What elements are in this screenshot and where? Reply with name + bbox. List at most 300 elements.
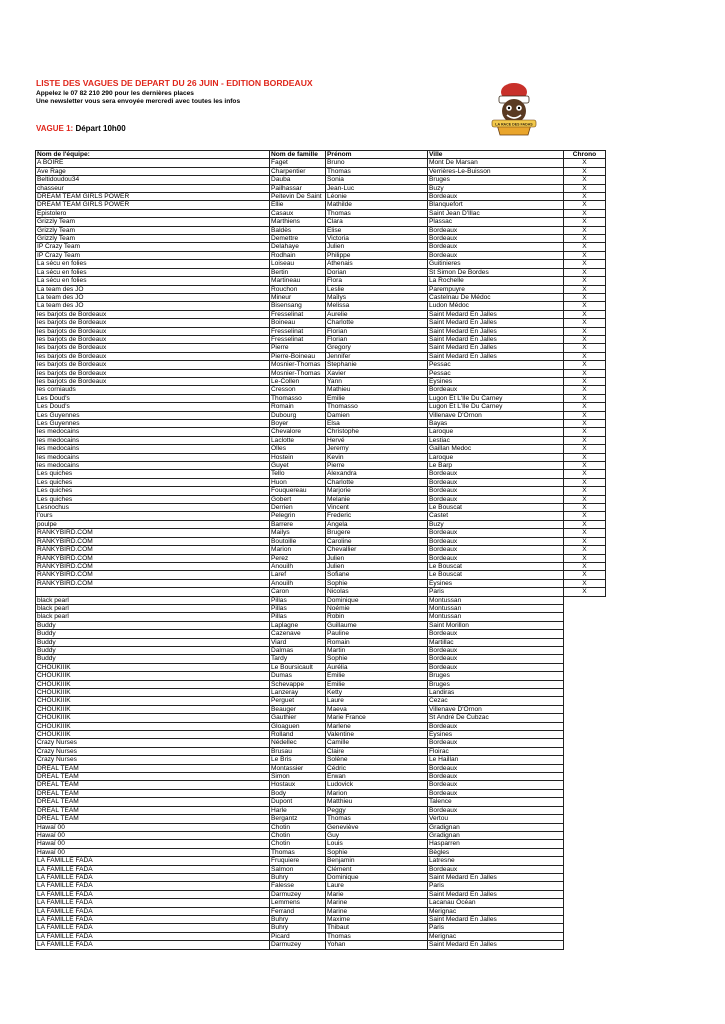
cell-chrono: X bbox=[564, 571, 606, 579]
table-row bbox=[36, 857, 606, 865]
cell-chrono: X bbox=[564, 445, 606, 453]
cell-lastname: Le-Collen bbox=[270, 377, 326, 385]
cell-city: Bruges bbox=[428, 176, 564, 184]
table-row bbox=[36, 520, 606, 528]
table-row bbox=[36, 932, 606, 940]
wave-heading bbox=[36, 124, 126, 133]
cell-city: Latresne bbox=[428, 857, 564, 865]
table-row bbox=[36, 487, 606, 495]
table-row bbox=[36, 806, 606, 814]
cell-city: Laroque bbox=[428, 428, 564, 436]
cell-chrono: X bbox=[564, 260, 606, 268]
cell-chrono: X bbox=[564, 310, 606, 318]
cell-chrono: X bbox=[564, 478, 606, 486]
cell-firstname: Marion bbox=[326, 789, 428, 797]
cell-chrono bbox=[564, 689, 606, 697]
cell-chrono: X bbox=[564, 394, 606, 402]
cell-lastname: Viard bbox=[270, 638, 326, 646]
cell-firstname: Xavier bbox=[326, 369, 428, 377]
cell-chrono bbox=[564, 789, 606, 797]
table-row bbox=[36, 899, 606, 907]
cell-team: les medocains bbox=[36, 436, 270, 444]
cell-firstname: Melissa bbox=[326, 302, 428, 310]
cell-city: Buzy bbox=[428, 184, 564, 192]
cell-city: Saint Medard En Jalles bbox=[428, 890, 564, 898]
table-row bbox=[36, 907, 606, 915]
cell-city: Guitinieres bbox=[428, 260, 564, 268]
table-row bbox=[36, 176, 606, 184]
cell-firstname: Maeva bbox=[326, 705, 428, 713]
cell-chrono: X bbox=[564, 327, 606, 335]
cell-city: Lugon Et L'Ile Du Carney bbox=[428, 394, 564, 402]
table-row bbox=[36, 596, 606, 604]
table-row bbox=[36, 335, 606, 343]
newsletter-notice: Une newsletter vous sera envoyée mercredi avec toutes les infos bbox=[36, 98, 241, 105]
table-row bbox=[36, 327, 606, 335]
cell-chrono bbox=[564, 781, 606, 789]
table-row bbox=[36, 260, 606, 268]
cell-lastname: Laplagne bbox=[270, 621, 326, 629]
table-row bbox=[36, 865, 606, 873]
cell-chrono bbox=[564, 806, 606, 814]
cell-firstname: Damien bbox=[326, 411, 428, 419]
cell-city: Saint Medard En Jalles bbox=[428, 344, 564, 352]
cell-chrono bbox=[564, 773, 606, 781]
cell-chrono bbox=[564, 672, 606, 680]
cell-city: Bordeaux bbox=[428, 739, 564, 747]
cell-team: Crazy Nurses bbox=[36, 747, 270, 755]
cell-firstname: Laure bbox=[326, 882, 428, 890]
cell-lastname: Olles bbox=[270, 445, 326, 453]
table-row bbox=[36, 613, 606, 621]
cell-chrono bbox=[564, 890, 606, 898]
cell-city: Eysines bbox=[428, 377, 564, 385]
cell-firstname: Ludovick bbox=[326, 781, 428, 789]
cell-chrono bbox=[564, 882, 606, 890]
cell-lastname: Hostaux bbox=[270, 781, 326, 789]
table-row bbox=[36, 764, 606, 772]
cell-team: Grizzly Team bbox=[36, 218, 270, 226]
table-row bbox=[36, 546, 606, 554]
cell-chrono bbox=[564, 798, 606, 806]
cell-lastname: Pelegrin bbox=[270, 512, 326, 520]
cell-chrono: X bbox=[564, 235, 606, 243]
cell-team: CHOUKIIIK bbox=[36, 689, 270, 697]
cell-chrono: X bbox=[564, 293, 606, 301]
table-row bbox=[36, 369, 606, 377]
cell-team: poulpe bbox=[36, 520, 270, 528]
cell-chrono: X bbox=[564, 352, 606, 360]
cell-lastname: Gloaguen bbox=[270, 722, 326, 730]
table-row bbox=[36, 235, 606, 243]
cell-city: Bordeaux bbox=[428, 554, 564, 562]
cell-chrono bbox=[564, 655, 606, 663]
cell-firstname: Robin bbox=[326, 613, 428, 621]
cell-lastname: Bergantz bbox=[270, 815, 326, 823]
cell-chrono bbox=[564, 596, 606, 604]
cell-team: Crazy Nurses bbox=[36, 739, 270, 747]
cell-lastname: Gobert bbox=[270, 495, 326, 503]
table-row bbox=[36, 462, 606, 470]
cell-chrono: X bbox=[564, 377, 606, 385]
cell-city: Parempuyre bbox=[428, 285, 564, 293]
cell-team: les barjots de Bordeaux bbox=[36, 335, 270, 343]
cell-firstname: Cédric bbox=[326, 764, 428, 772]
cell-city: Bruges bbox=[428, 672, 564, 680]
table-row bbox=[36, 815, 606, 823]
cell-firstname: Pauline bbox=[326, 630, 428, 638]
cell-lastname: Charpentier bbox=[270, 167, 326, 175]
cell-chrono: X bbox=[564, 184, 606, 192]
table-row bbox=[36, 621, 606, 629]
cell-firstname: Léonie bbox=[326, 193, 428, 201]
cell-city: Lestiac bbox=[428, 436, 564, 444]
fadas-logo bbox=[488, 80, 540, 140]
table-row bbox=[36, 420, 606, 428]
cell-chrono: X bbox=[564, 420, 606, 428]
cell-chrono: X bbox=[564, 403, 606, 411]
cell-lastname: Lemmens bbox=[270, 899, 326, 907]
header-city: Ville bbox=[428, 151, 564, 159]
cell-firstname: Alexandra bbox=[326, 470, 428, 478]
cell-chrono: X bbox=[564, 285, 606, 293]
table-row bbox=[36, 361, 606, 369]
cell-firstname: Melanie bbox=[326, 495, 428, 503]
cell-city: Bordeaux bbox=[428, 193, 564, 201]
cell-chrono: X bbox=[564, 436, 606, 444]
cell-chrono: X bbox=[564, 537, 606, 545]
cell-city: Mont De Marsan bbox=[428, 159, 564, 167]
cell-chrono bbox=[564, 873, 606, 881]
cell-city: Hasparren bbox=[428, 840, 564, 848]
cell-lastname: Fruquiere bbox=[270, 857, 326, 865]
cell-team: La sécu en folies bbox=[36, 268, 270, 276]
cell-city: Bordeaux bbox=[428, 722, 564, 730]
cell-firstname: Pierre bbox=[326, 462, 428, 470]
cell-chrono: X bbox=[564, 579, 606, 587]
cell-chrono bbox=[564, 857, 606, 865]
cell-team: La team des JO bbox=[36, 293, 270, 301]
cell-city: Le Bouscat bbox=[428, 562, 564, 570]
cell-city: St André De Cubzac bbox=[428, 714, 564, 722]
cell-lastname: Romain bbox=[270, 403, 326, 411]
cell-lastname: Boyer bbox=[270, 420, 326, 428]
cell-lastname: Barrere bbox=[270, 520, 326, 528]
table-row bbox=[36, 268, 606, 276]
cell-team: les barjots de Bordeaux bbox=[36, 319, 270, 327]
cell-team: RANKYBIRD.COM bbox=[36, 546, 270, 554]
cell-firstname: Romain bbox=[326, 638, 428, 646]
table-row bbox=[36, 445, 606, 453]
cell-lastname: Harle bbox=[270, 806, 326, 814]
cell-firstname: Mathieu bbox=[326, 386, 428, 394]
cell-firstname: Charlotte bbox=[326, 319, 428, 327]
cell-team: DREAL TEAM bbox=[36, 781, 270, 789]
cell-chrono bbox=[564, 604, 606, 612]
cell-city: Bordeaux bbox=[428, 806, 564, 814]
cell-firstname: Sophie bbox=[326, 848, 428, 856]
cell-team: Les quiches bbox=[36, 487, 270, 495]
cell-team: LA FAMILLE FADA bbox=[36, 857, 270, 865]
cell-city: Montussan bbox=[428, 613, 564, 621]
table-row bbox=[36, 789, 606, 797]
cell-firstname: Marlene bbox=[326, 722, 428, 730]
cell-city: La Rochelle bbox=[428, 277, 564, 285]
cell-city: Bordeaux bbox=[428, 495, 564, 503]
cell-chrono: X bbox=[564, 167, 606, 175]
cell-lastname: Rodhain bbox=[270, 251, 326, 259]
cell-city: Martillac bbox=[428, 638, 564, 646]
cell-team: LA FAMILLE FADA bbox=[36, 924, 270, 932]
cell-city: Pessac bbox=[428, 361, 564, 369]
cell-chrono: X bbox=[564, 159, 606, 167]
cell-firstname: Chevallier bbox=[326, 546, 428, 554]
cell-city: Bordeaux bbox=[428, 386, 564, 394]
cell-firstname: Thibaut bbox=[326, 924, 428, 932]
cell-firstname: Marjorie bbox=[326, 487, 428, 495]
cell-city: Bordeaux bbox=[428, 235, 564, 243]
cell-team: Les quiches bbox=[36, 470, 270, 478]
cell-lastname: Le Boursicault bbox=[270, 663, 326, 671]
table-row bbox=[36, 386, 606, 394]
table-row bbox=[36, 663, 606, 671]
cell-lastname: Delahaye bbox=[270, 243, 326, 251]
table-row bbox=[36, 680, 606, 688]
cell-city: Ludon Médoc bbox=[428, 302, 564, 310]
cell-team: RANKYBIRD.COM bbox=[36, 571, 270, 579]
cell-lastname: Anouilh bbox=[270, 562, 326, 570]
cell-team: Les quiches bbox=[36, 478, 270, 486]
cell-team: les medocains bbox=[36, 445, 270, 453]
cell-chrono: X bbox=[564, 251, 606, 259]
table-row bbox=[36, 209, 606, 217]
cell-city: Bordeaux bbox=[428, 243, 564, 251]
cell-city: Saint Medard En Jalles bbox=[428, 310, 564, 318]
cell-team: DREAL TEAM bbox=[36, 773, 270, 781]
cell-firstname: Jeremy bbox=[326, 445, 428, 453]
cell-firstname: Florian bbox=[326, 335, 428, 343]
cell-firstname: Vincent bbox=[326, 504, 428, 512]
cell-firstname: Sofiane bbox=[326, 571, 428, 579]
cell-city: Bordeaux bbox=[428, 865, 564, 873]
cell-chrono: X bbox=[564, 386, 606, 394]
cell-team: LA FAMILLE FADA bbox=[36, 865, 270, 873]
cell-lastname: Pillas bbox=[270, 613, 326, 621]
cell-chrono: X bbox=[564, 193, 606, 201]
cell-lastname: Pierre-Boineau bbox=[270, 352, 326, 360]
cell-team: CHOUKIIIK bbox=[36, 672, 270, 680]
cell-city: Bordeaux bbox=[428, 226, 564, 234]
cell-firstname: Frederic bbox=[326, 512, 428, 520]
cell-lastname: Schevappe bbox=[270, 680, 326, 688]
table-row bbox=[36, 436, 606, 444]
cell-lastname: Ellie bbox=[270, 201, 326, 209]
cell-city: Bordeaux bbox=[428, 764, 564, 772]
cell-lastname: Boineau bbox=[270, 319, 326, 327]
cell-chrono bbox=[564, 823, 606, 831]
cell-city: Le Bouscat bbox=[428, 504, 564, 512]
cell-team: DREAL TEAM bbox=[36, 798, 270, 806]
cell-lastname: Guyet bbox=[270, 462, 326, 470]
cell-city: St Simon De Bordes bbox=[428, 268, 564, 276]
cell-city: Pessac bbox=[428, 369, 564, 377]
phone-notice: Appelez le 07 82 210 290 pour les dernières places bbox=[36, 90, 194, 97]
table-row bbox=[36, 798, 606, 806]
cell-city: Gaillan Medoc bbox=[428, 445, 564, 453]
cell-lastname: Laref bbox=[270, 571, 326, 579]
cell-chrono: X bbox=[564, 546, 606, 554]
table-row bbox=[36, 159, 606, 167]
cell-lastname: Dalmas bbox=[270, 646, 326, 654]
cell-city: Bordeaux bbox=[428, 773, 564, 781]
cell-firstname: Julien bbox=[326, 554, 428, 562]
cell-chrono bbox=[564, 747, 606, 755]
cell-team: Les Doud's bbox=[36, 403, 270, 411]
cell-city: Bordeaux bbox=[428, 537, 564, 545]
cell-chrono: X bbox=[564, 335, 606, 343]
table-header-row bbox=[36, 151, 606, 159]
cell-firstname: Emilie bbox=[326, 680, 428, 688]
cell-team: Crazy Nurses bbox=[36, 756, 270, 764]
cell-firstname: Florian bbox=[326, 327, 428, 335]
cell-firstname: Dominique bbox=[326, 596, 428, 604]
cell-firstname: Matthieu bbox=[326, 798, 428, 806]
cell-team: La team des JO bbox=[36, 285, 270, 293]
cell-lastname: Fresselinat bbox=[270, 335, 326, 343]
cell-team: LA FAMILLE FADA bbox=[36, 915, 270, 923]
cell-city: Bordeaux bbox=[428, 478, 564, 486]
cell-firstname: Maxime bbox=[326, 915, 428, 923]
cell-team: Hawaï 00 bbox=[36, 840, 270, 848]
table-row bbox=[36, 924, 606, 932]
cell-city: Paris bbox=[428, 882, 564, 890]
cell-lastname: Thomasso bbox=[270, 394, 326, 402]
cell-city: Verrières-Le-Buisson bbox=[428, 167, 564, 175]
cell-chrono: X bbox=[564, 201, 606, 209]
cell-lastname: Rouchon bbox=[270, 285, 326, 293]
cell-city: Talence bbox=[428, 798, 564, 806]
table-row bbox=[36, 495, 606, 503]
table-row bbox=[36, 319, 606, 327]
cell-lastname: Picard bbox=[270, 932, 326, 940]
cell-lastname: Montassier bbox=[270, 764, 326, 772]
cell-team: RANKYBIRD.COM bbox=[36, 562, 270, 570]
cell-firstname: Louis bbox=[326, 840, 428, 848]
cell-team: Lesnochus bbox=[36, 504, 270, 512]
table-row bbox=[36, 873, 606, 881]
cell-city: Saint Medard En Jalles bbox=[428, 941, 564, 949]
cell-lastname: Le Bris bbox=[270, 756, 326, 764]
cell-lastname: Brusau bbox=[270, 747, 326, 755]
cell-chrono bbox=[564, 907, 606, 915]
cell-chrono: X bbox=[564, 428, 606, 436]
cell-firstname: Laure bbox=[326, 697, 428, 705]
cell-chrono: X bbox=[564, 520, 606, 528]
cell-city: Bordeaux bbox=[428, 470, 564, 478]
cell-team: Grizzly Team bbox=[36, 226, 270, 234]
cell-firstname: Stephanie bbox=[326, 361, 428, 369]
cell-chrono: X bbox=[564, 588, 606, 596]
cell-team: les barjots de Bordeaux bbox=[36, 361, 270, 369]
cell-firstname: Sophie bbox=[326, 655, 428, 663]
cell-team: chasseur bbox=[36, 184, 270, 192]
cell-firstname: Geneviève bbox=[326, 823, 428, 831]
cell-chrono bbox=[564, 731, 606, 739]
cell-city: Saint Medard En Jalles bbox=[428, 335, 564, 343]
cell-city: Saint Morillon bbox=[428, 621, 564, 629]
cell-firstname: Jean-Luc bbox=[326, 184, 428, 192]
cell-lastname: Hostein bbox=[270, 453, 326, 461]
cell-firstname: Yann bbox=[326, 377, 428, 385]
cell-city: Saint Medard En Jalles bbox=[428, 327, 564, 335]
cell-chrono bbox=[564, 714, 606, 722]
cell-team: les medocains bbox=[36, 462, 270, 470]
cell-firstname: Thomas bbox=[326, 167, 428, 175]
cell-team: A BOIRE bbox=[36, 159, 270, 167]
cell-city: Merignac bbox=[428, 907, 564, 915]
cell-firstname: Jennifer bbox=[326, 352, 428, 360]
cell-lastname: Pillas bbox=[270, 604, 326, 612]
cell-firstname: Caroline bbox=[326, 537, 428, 545]
table-row bbox=[36, 537, 606, 545]
cell-lastname: Chotin bbox=[270, 831, 326, 839]
cell-firstname: Emilie bbox=[326, 394, 428, 402]
cell-firstname: Marie France bbox=[326, 714, 428, 722]
table-row bbox=[36, 562, 606, 570]
table-row bbox=[36, 697, 606, 705]
header-chrono: Chrono bbox=[564, 151, 606, 159]
table-row bbox=[36, 512, 606, 520]
cell-chrono bbox=[564, 663, 606, 671]
cell-chrono bbox=[564, 764, 606, 772]
cell-lastname: Boutoille bbox=[270, 537, 326, 545]
cell-firstname: Kevin bbox=[326, 453, 428, 461]
cell-team: La team des JO bbox=[36, 302, 270, 310]
table-row bbox=[36, 201, 606, 209]
cell-firstname: Marine bbox=[326, 907, 428, 915]
cell-firstname: Julien bbox=[326, 243, 428, 251]
page-title: LISTE DES VAGUES DE DEPART DU 26 JUIN - EDITION BORDEAUX bbox=[36, 78, 313, 88]
cell-firstname: Martin bbox=[326, 646, 428, 654]
cell-firstname: Benjamin bbox=[326, 857, 428, 865]
cell-lastname: Nédellec bbox=[270, 739, 326, 747]
table-row bbox=[36, 394, 606, 402]
cell-firstname: Erwan bbox=[326, 773, 428, 781]
cell-lastname: Dupont bbox=[270, 798, 326, 806]
cell-firstname: Thomas bbox=[326, 932, 428, 940]
cell-lastname: Dumas bbox=[270, 672, 326, 680]
cell-chrono bbox=[564, 739, 606, 747]
cell-firstname: Thomasso bbox=[326, 403, 428, 411]
cell-city: Gradignan bbox=[428, 831, 564, 839]
cell-firstname: Marie bbox=[326, 890, 428, 898]
cell-lastname: Darmuzey bbox=[270, 890, 326, 898]
table-row bbox=[36, 915, 606, 923]
cell-firstname: Aurelie bbox=[326, 310, 428, 318]
cell-team: Buddy bbox=[36, 621, 270, 629]
cell-team: DREAM TEAM GIRLS POWER bbox=[36, 193, 270, 201]
cell-lastname: Peitevin De Saint bbox=[270, 193, 326, 201]
cell-chrono bbox=[564, 815, 606, 823]
cell-team: Les quiches bbox=[36, 495, 270, 503]
cell-firstname: Leslie bbox=[326, 285, 428, 293]
cell-team: Beltidoudou34 bbox=[36, 176, 270, 184]
cell-team: les corniauds bbox=[36, 386, 270, 394]
cell-firstname: Peggy bbox=[326, 806, 428, 814]
cell-chrono bbox=[564, 848, 606, 856]
cell-team: La sécu en folies bbox=[36, 277, 270, 285]
cell-chrono: X bbox=[564, 319, 606, 327]
